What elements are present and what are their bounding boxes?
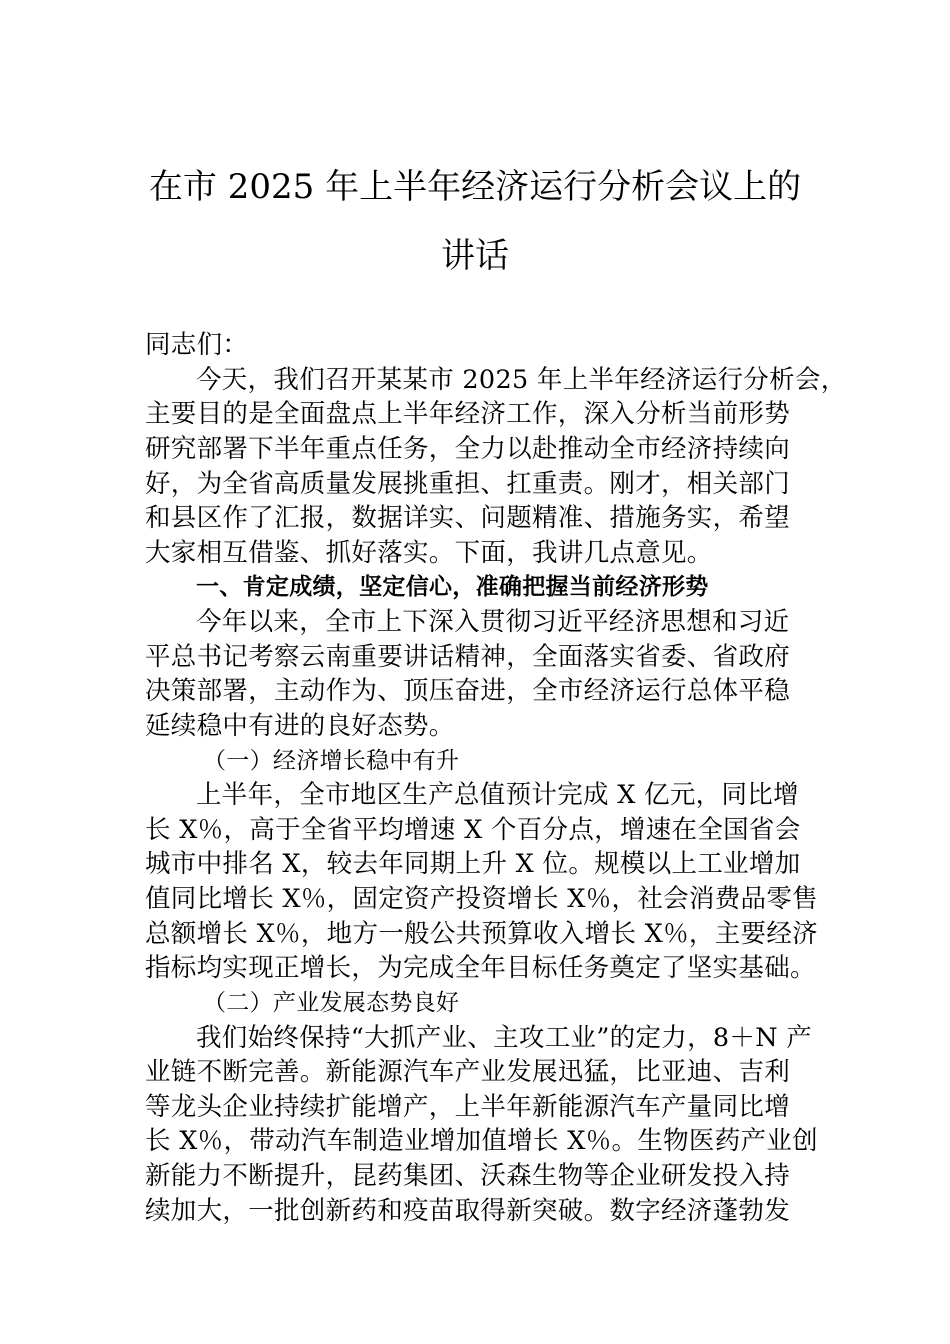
paragraph-line: 城市中排名 X，较去年同期上升 X 位。规模以上工业增加 — [145, 849, 801, 880]
paragraph-line: 和县区作了汇报，数据详实、问题精准、措施务实，希望 — [145, 503, 791, 534]
paragraph-line: 研究部署下半年重点任务，全力以赴推动全市经济持续向 — [145, 433, 791, 464]
paragraph-line: 指标均实现正增长，为完成全年目标任务奠定了坚实基础。 — [145, 953, 816, 984]
paragraph-line: 业链不断完善。新能源汽车产业发展迅猛，比亚迪、吉利 — [145, 1057, 791, 1088]
paragraph-line: 主要目的是全面盘点上半年经济工作，深入分析当前形势 — [145, 399, 791, 430]
paragraph-line: 长 X％，高于全省平均增速 X 个百分点，增速在全国省会 — [145, 814, 801, 845]
paragraph-line: 值同比增长 X％，固定资产投资增长 X％，社会消费品零售 — [145, 884, 818, 914]
document-title-line-1: 在市 2025 年上半年经济运行分析会议上的 — [148, 167, 802, 207]
subsection-heading: （一）经济增长稳中有升 — [203, 747, 460, 774]
paragraph-line: 好，为全省高质量发展挑重担、扛重责。刚才，相关部门 — [145, 468, 791, 499]
document-body — [145, 328, 845, 1228]
paragraph-line: 续加大，一批创新药和疫苗取得新突破。数字经济蓬勃发 — [145, 1195, 791, 1226]
paragraph-line: 等龙头企业持续扩能增产，上半年新能源汽车产量同比增 — [145, 1091, 791, 1122]
paragraph-line: 上半年，全市地区生产总值预计完成 X 亿元，同比增 — [196, 780, 799, 811]
section-heading: 一、肯定成绩，坚定信心，准确把握当前经济形势 — [196, 574, 709, 601]
paragraph-line: 总额增长 X％，地方一般公共预算收入增长 X％，主要经济 — [145, 918, 818, 949]
paragraph-line: 延续稳中有进的良好态势。 — [145, 710, 455, 741]
paragraph-line: 长 X％，带动汽车制造业增加值增长 X％。生物医药产业创 — [145, 1126, 818, 1157]
paragraph-line: 我们始终保持“大抓产业、主攻工业”的定力，8＋N 产 — [196, 1022, 813, 1053]
paragraph-line: 今天，我们召开某某市 2025 年上半年经济运行分析会， — [196, 364, 847, 395]
paragraph-line: 同志们： — [145, 330, 249, 360]
paragraph-line: 决策部署，主动作为、顶压奋进，全市经济运行总体平稳 — [145, 676, 791, 707]
subsection-heading: （二）产业发展态势良好 — [203, 989, 460, 1016]
paragraph-line: 平总书记考察云南重要讲话精神，全面落实省委、省政府 — [145, 641, 791, 672]
document-title-line-2: 讲话 — [441, 236, 509, 276]
paragraph-line: 大家相互借鉴、抓好落实。下面，我讲几点意见。 — [145, 537, 713, 568]
paragraph-line: 新能力不断提升，昆药集团、沃森生物等企业研发投入持 — [145, 1161, 791, 1191]
paragraph-line: 今年以来，全市上下深入贯彻习近平经济思想和习近 — [196, 607, 790, 637]
